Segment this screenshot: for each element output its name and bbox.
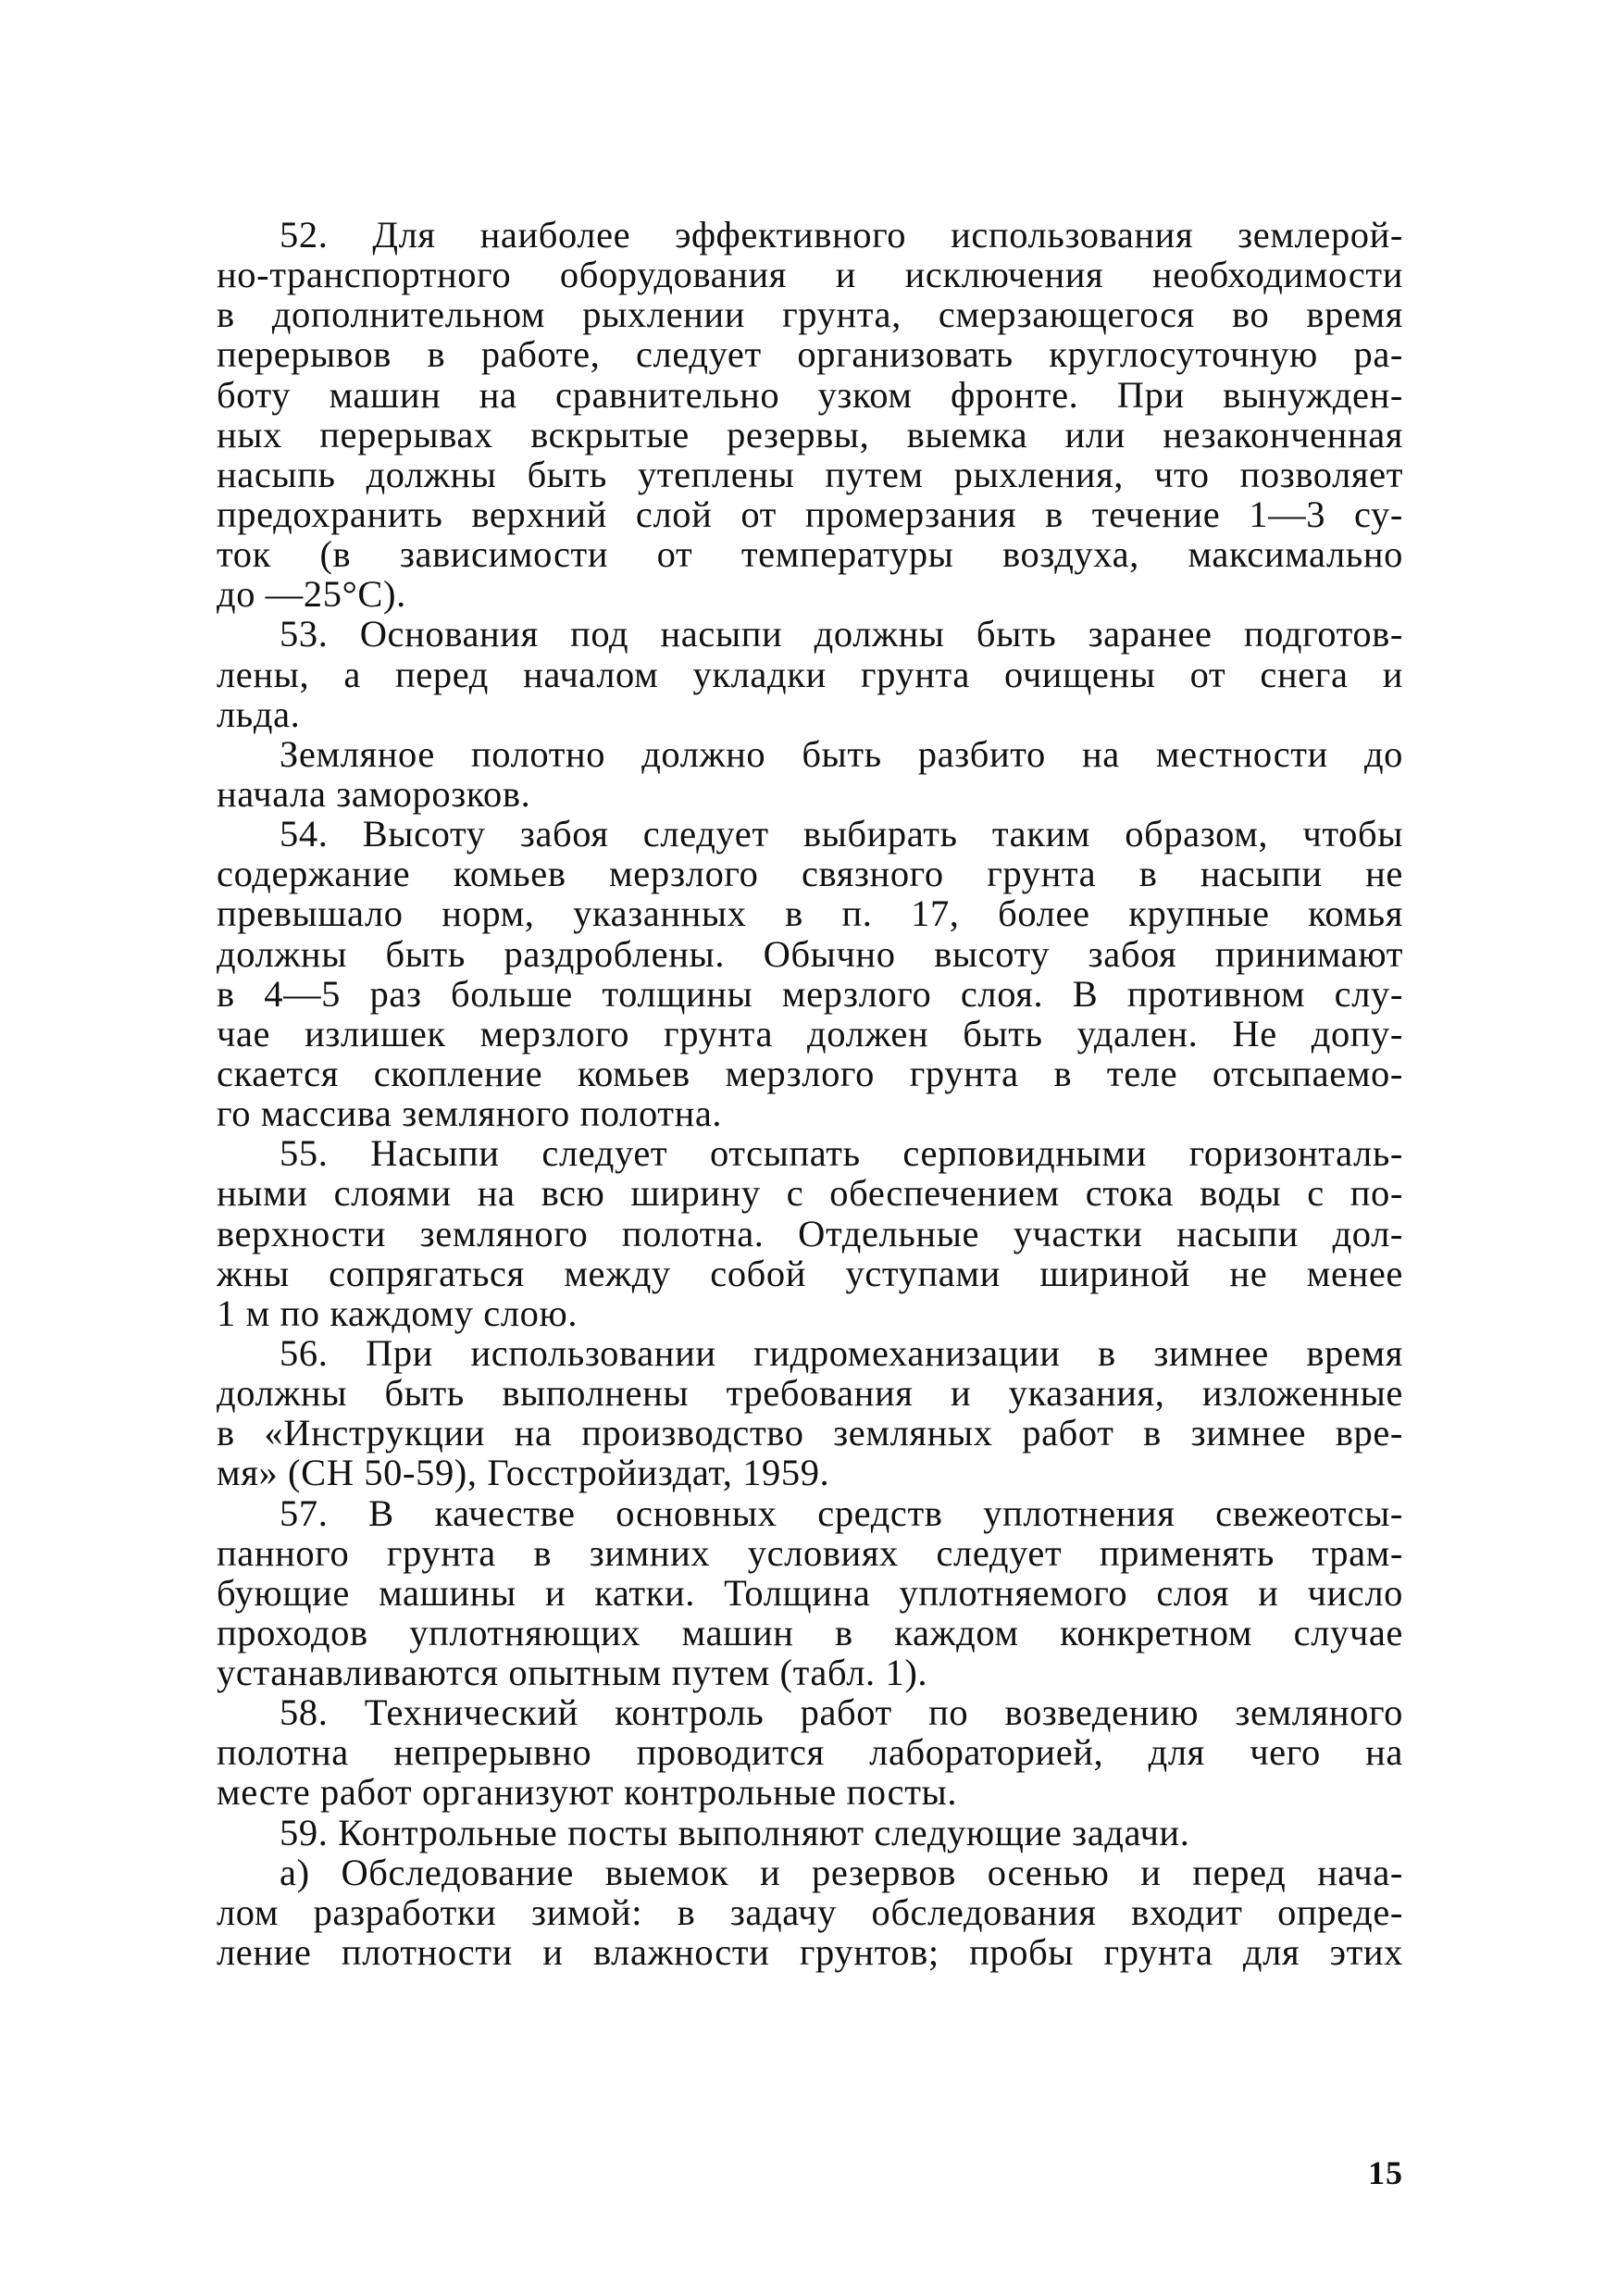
text-line: 52. Для наиболее эффективного использования землерой- xyxy=(280,214,1403,256)
text-line: насыпь должны быть утеплены путем рыхления, что позволяет xyxy=(217,453,1403,495)
text-line: должны быть раздроблены. Обычно высоту забоя принимают xyxy=(217,932,1403,975)
text-line: ление плотности и влажности грунтов; пробы грунта для этих xyxy=(217,1931,1403,1974)
text-line: в «Инструкции на производство земляных работ в зимнее вре- xyxy=(217,1412,1403,1454)
text-line: месте работ организуют контрольные посты. xyxy=(217,1771,958,1814)
text-line: панного грунта в зимних условиях следует применять трам- xyxy=(217,1531,1403,1574)
text-line: Земляное полотно должно быть разбито на местности до xyxy=(280,732,1403,775)
text-line: 54. Высоту забоя следует выбирать таким образом, чтобы xyxy=(280,813,1403,855)
page-number: 15 xyxy=(1368,2154,1403,2191)
text-line: боту машин на сравнительно узком фронте. При вынужден- xyxy=(217,373,1403,416)
text-line: ными слоями на всю ширину с обеспечением стока воды с по- xyxy=(217,1172,1403,1215)
text-line: в 4—5 раз больше толщины мерзлого слоя. В противном слу- xyxy=(217,972,1403,1015)
text-line: содержание комьев мерзлого связного грунта в насыпи не xyxy=(217,853,1403,895)
text-line: скается скопление комьев мерзлого грунта в теле отсыпаемо- xyxy=(217,1052,1403,1094)
text-line: должны быть выполнены требования и указания, изложенные xyxy=(217,1372,1403,1415)
text-line: верхности земляного полотна. Отдельные участки насыпи дол- xyxy=(217,1212,1403,1254)
text-line: ных перерывах вскрытые резервы, выемка или незаконченная xyxy=(217,413,1403,455)
text-line: 53. Основания под насыпи должны быть заранее подготов- xyxy=(280,613,1403,655)
text-line: в дополнительном рыхлении грунта, смерзающегося во время xyxy=(217,293,1403,336)
text-line: но-транспортного оборудования и исключения необходимости xyxy=(217,254,1403,296)
text-line: полотна непрерывно проводится лабораторией, для чего на xyxy=(217,1731,1403,1774)
text-line: предохранить верхний слой от промерзания в течение 1—3 су- xyxy=(217,493,1403,535)
text-line: ток (в зависимости от температуры воздуха, максимально xyxy=(217,533,1403,576)
text-line: до —25°С). xyxy=(217,573,406,616)
text-line: лом разработки зимой: в задачу обследования входит опреде- xyxy=(217,1890,1403,1933)
text-line: а) Обследование выемок и резервов осенью и перед нача- xyxy=(280,1851,1403,1893)
text-line: бующие машины и катки. Толщина уплотняемого слоя и число xyxy=(217,1571,1403,1614)
text-line: го массива земляного полотна. xyxy=(217,1092,723,1135)
text-line: мя» (СН 50-59), Госстройиздат, 1959. xyxy=(217,1452,830,1494)
text-line: 57. В качестве основных средств уплотнения свежеотсы- xyxy=(280,1491,1403,1534)
text-line: лены, а перед началом укладки грунта очищены от снега и xyxy=(217,653,1403,695)
text-line: льда. xyxy=(217,693,301,735)
text-line: чае излишек мерзлого грунта должен быть удален. Не допу- xyxy=(217,1012,1403,1054)
text-line: устанавливаются опытным путем (табл. 1). xyxy=(217,1652,928,1694)
text-line: начала заморозков. xyxy=(217,772,531,815)
text-line: 58. Технический контроль работ по возведению земляного xyxy=(280,1691,1403,1734)
text-line: 56. При использовании гидромеханизации в зимнее время xyxy=(280,1331,1403,1374)
body-text xyxy=(217,215,1403,1972)
text-line: 59. Контрольные посты выполняют следующие задачи. xyxy=(280,1811,1190,1853)
text-line: превышало норм, указанных в п. 17, более крупные комья xyxy=(217,892,1403,935)
text-line: 1 м по каждому слою. xyxy=(217,1292,578,1334)
text-line: проходов уплотняющих машин в каждом конкретном случае xyxy=(217,1611,1403,1653)
text-line: 55. Насыпи следует отсыпать серповидными горизонталь- xyxy=(280,1132,1403,1175)
text-line: жны сопрягаться между собой уступами шириной не менее xyxy=(217,1252,1403,1294)
text-line: перерывов в работе, следует организовать круглосуточную ра- xyxy=(217,333,1403,376)
